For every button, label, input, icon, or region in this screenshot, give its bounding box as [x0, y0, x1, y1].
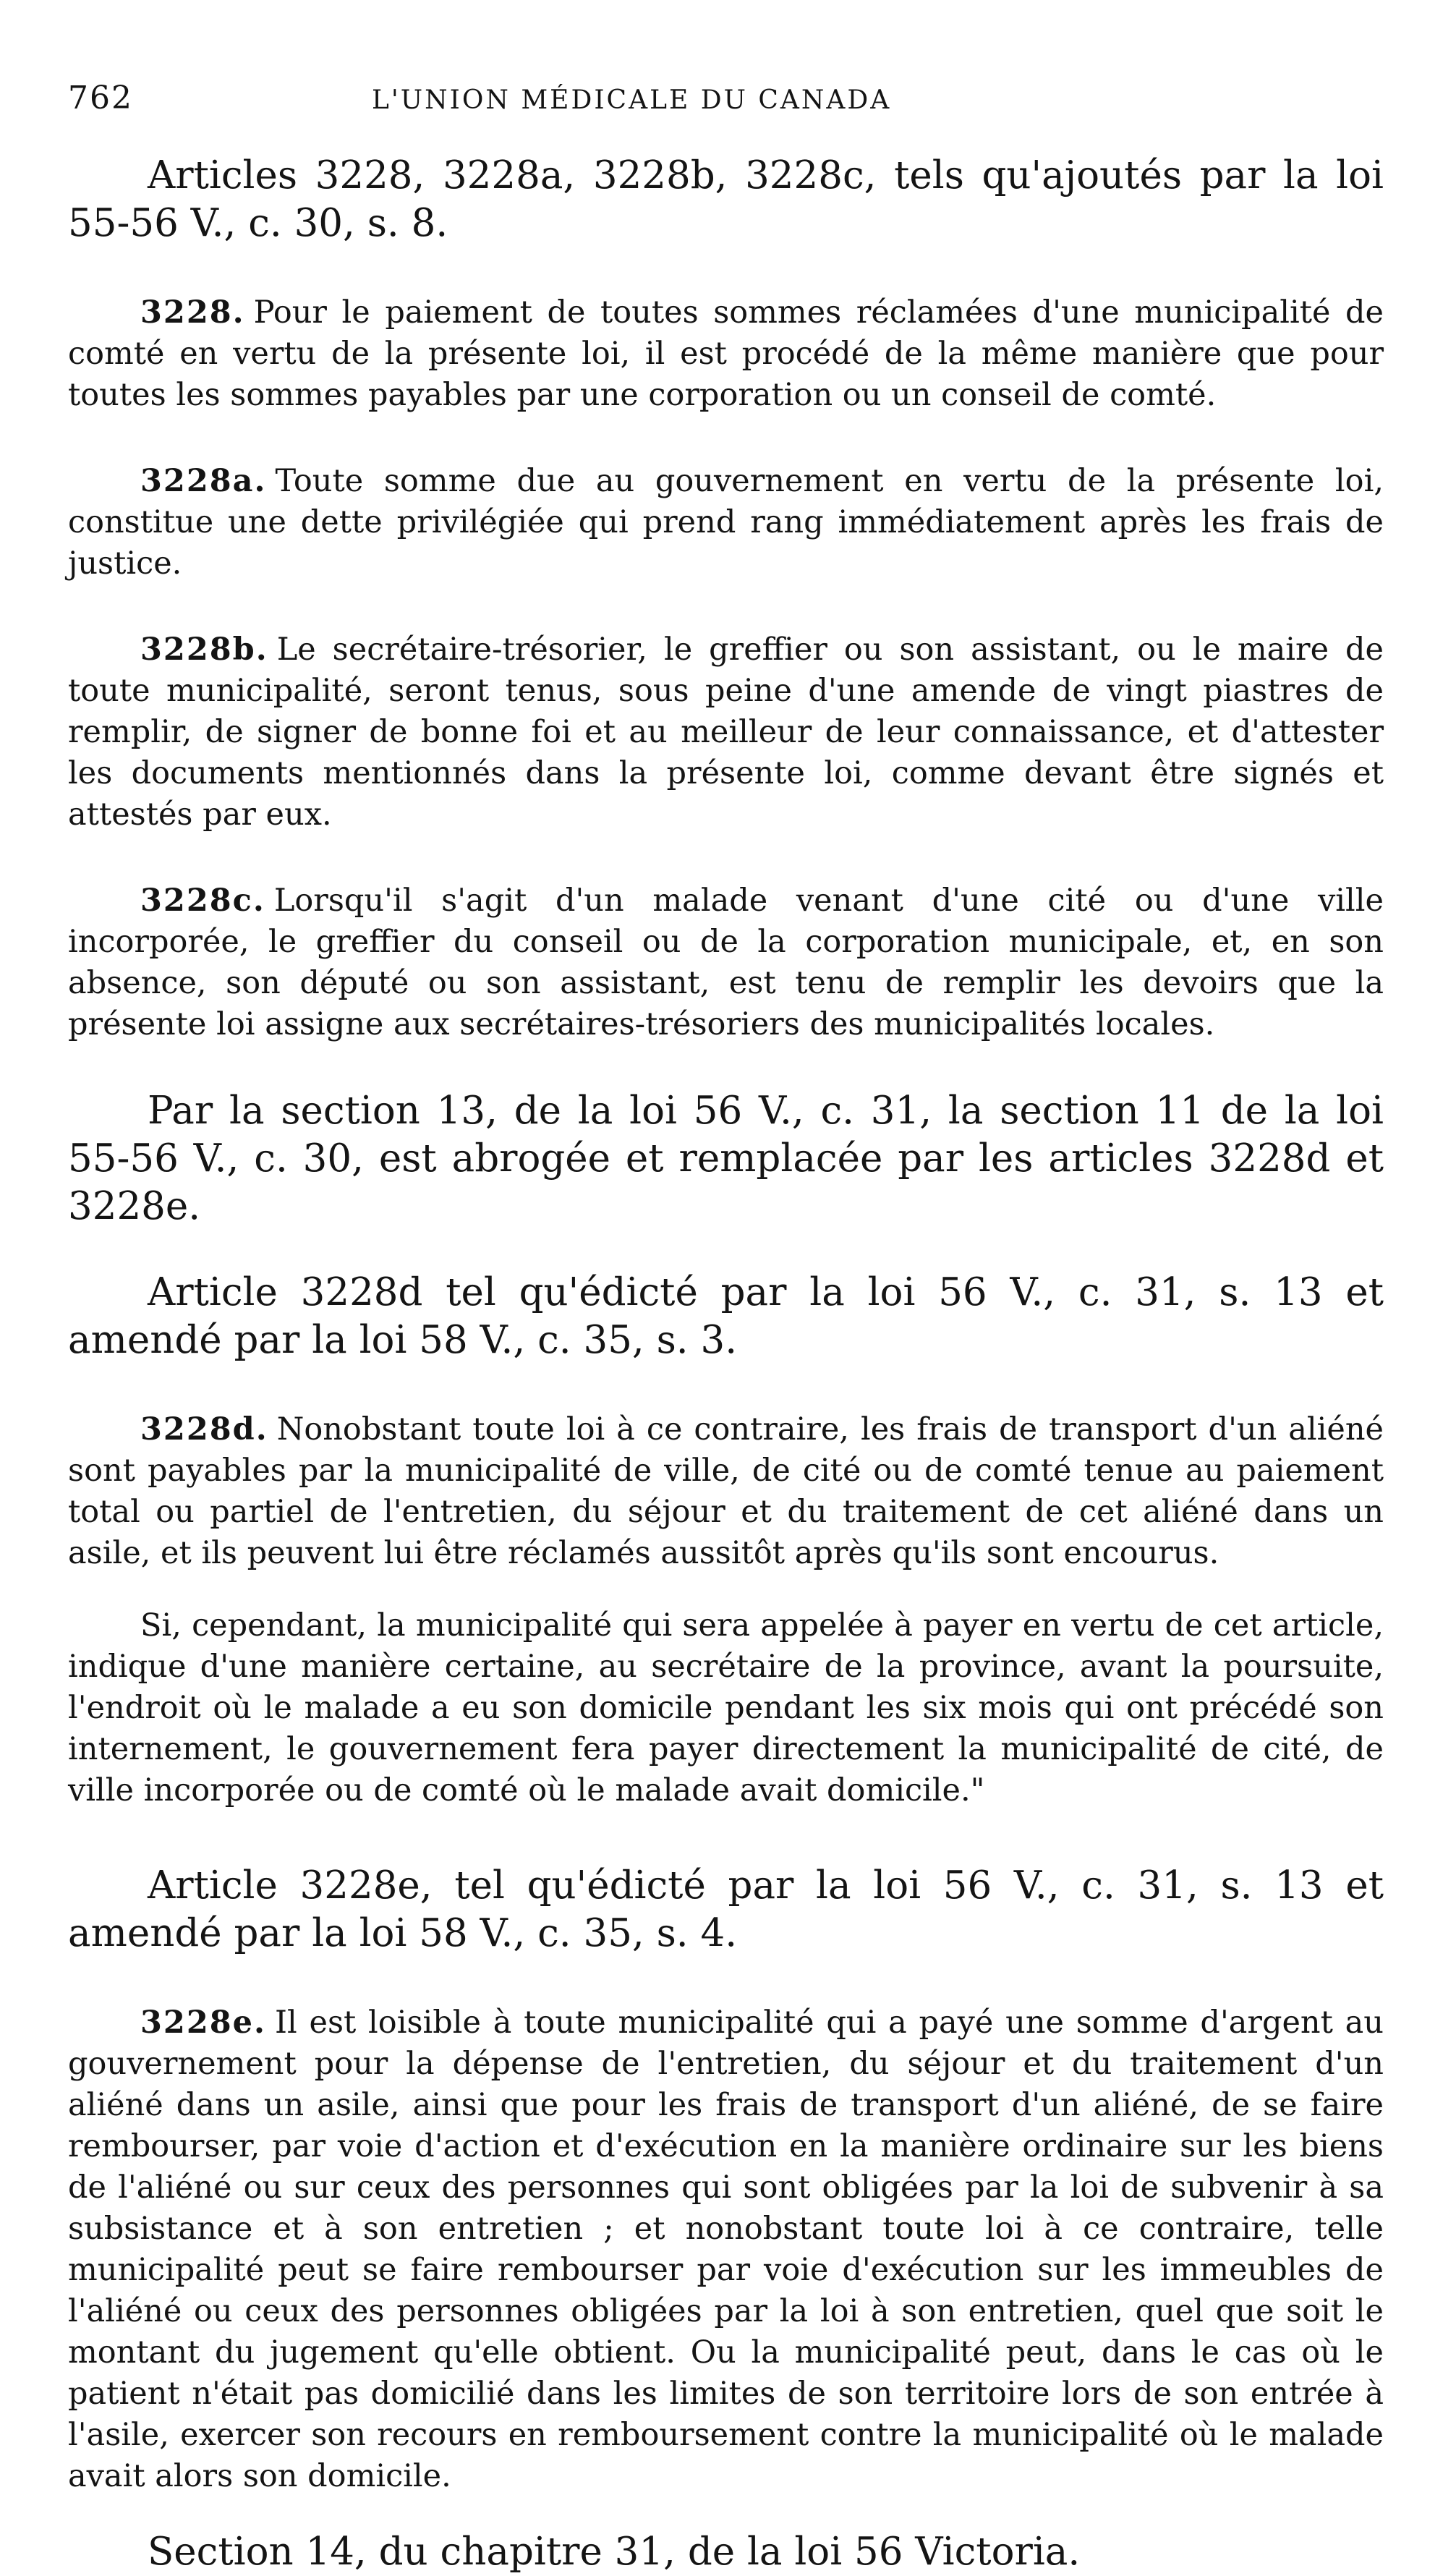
article-number: 3228b. [140, 632, 268, 668]
article-text: Le secrétaire-trésorier, le greffier ou son assistant, ou le maire de toute municipalité, seront tenus, sous peine d'une amende de vingt piastres de remplir, de signer de bonne foi et au meilleur de leur connaissance, et d'attester les documents mentionnés dans la présente loi, comme devant être signés et attestés par eux. [68, 632, 1384, 833]
article-number: 3228e. [140, 2005, 267, 2041]
note-article-3228d-origin: Article 3228d tel qu'édicté par la loi 56 V., c. 31, s. 13 et amendé par la loi 58 V., c. 35, s. 3. [68, 1270, 1384, 1362]
article-text: Lorsqu'il s'agit d'un malade venant d'une cité ou d'une ville incorporée, le greffier du conseil ou de la corporation municipale, et, en son absence, son député ou son assistant, est tenu de remplir les devoirs que la présente loi assigne aux secrétaires-trésoriers des municipalités locales. [68, 883, 1384, 1042]
article-3228a [68, 461, 1384, 585]
article-number: 3228c. [140, 883, 265, 919]
article-3228c [68, 880, 1384, 1045]
note-article-3228e-origin: Article 3228e, tel qu'édicté par la loi 56 V., c. 31, s. 13 et amendé par la loi 58 V., c. 35, s. 4. [68, 1863, 1384, 1955]
article-text: Toute somme due au gouvernement en vertu de la présente loi, constitue une dette privilégiée qui prend rang immédiatement après les frais de justice. [68, 463, 1384, 582]
article-number: 3228d. [140, 1411, 268, 1448]
article-number: 3228. [140, 294, 245, 331]
article-3228d [68, 1409, 1384, 1574]
page-number: 762 [68, 80, 133, 116]
article-3228d-continuation: Si, cependant, la municipalité qui sera appelée à payer en vertu de cet article, indique d'une manière certaine, au secrétaire de la province, avant la poursuite, l'endroit où le malade a eu son domicile pendant les six mois qui ont précédé son internement, le gouvernement fera payer directement la municipalité de cité, de ville incorporée ou de comté où le malade avait domicile." [68, 1607, 1384, 1808]
note-articles-added: Articles 3228, 3228a, 3228b, 3228c, tels qu'ajoutés par la loi 55-56 V., c. 30, s. 8. [68, 153, 1384, 245]
note-section-13-repeal: Par la section 13, de la loi 56 V., c. 31, la section 11 de la loi 55-56 V., c. 30, est abrogée et remplacée par les articles 3228d et 3228e. [68, 1089, 1384, 1228]
article-text: Il est loisible à toute municipalité qui a payé une somme d'argent au gouvernement pour la dépense de l'entretien, du séjour et du traitement d'un aliéné dans un asile, ainsi que pour les frais de transport d'un aliéné, de se faire rembourser, par voie d'action et d'exécution en la manière ordinaire sur les biens de l'aliéné ou sur ceux des personnes qui sont obligées par la loi de subvenir à sa subsistance et à son entretien ; et nonobstant toute loi à ce contraire, telle municipalité peut se faire rembourser par voie d'exécution sur les immeubles de l'aliéné ou ceux des personnes obligées par la loi à son entretien, quel que soit le montant du jugement qu'elle obtient. Ou la municipalité peut, dans le cas où le patient n'était pas domicilié dans les limites de son territoire lors de son entrée à l'asile, exercer son recours en remboursement contre la municipalité où le malade avait alors son domicile. [68, 2005, 1384, 2494]
journal-title: L'UNION MÉDICALE DU CANADA [372, 85, 892, 115]
note-section-14: Section 14, du chapitre 31, de la loi 56 Victoria. [148, 2530, 1081, 2574]
article-number: 3228a. [140, 463, 267, 499]
article-text: Nonobstant toute loi à ce contraire, les frais de transport d'un aliéné sont payables par la municipalité de ville, de cité ou de comté tenue au paiement total ou partiel de l'entretien, du séjour et du traitement de cet aliéné dans un asile, et ils peuvent lui être réclamés aussitôt après qu'ils sont encourus. [68, 1411, 1384, 1571]
article-3228b [68, 629, 1384, 836]
article-3228 [68, 292, 1384, 416]
article-text: Pour le paiement de toutes sommes réclamées d'une municipalité de comté en vertu de la présente loi, il est procédé de la même manière que pour toutes les sommes payables par une corporation ou un conseil de comté. [68, 294, 1384, 413]
note-section-13 [68, 1087, 1384, 1364]
article-3228e [68, 2002, 1384, 2497]
running-head [68, 80, 1384, 123]
